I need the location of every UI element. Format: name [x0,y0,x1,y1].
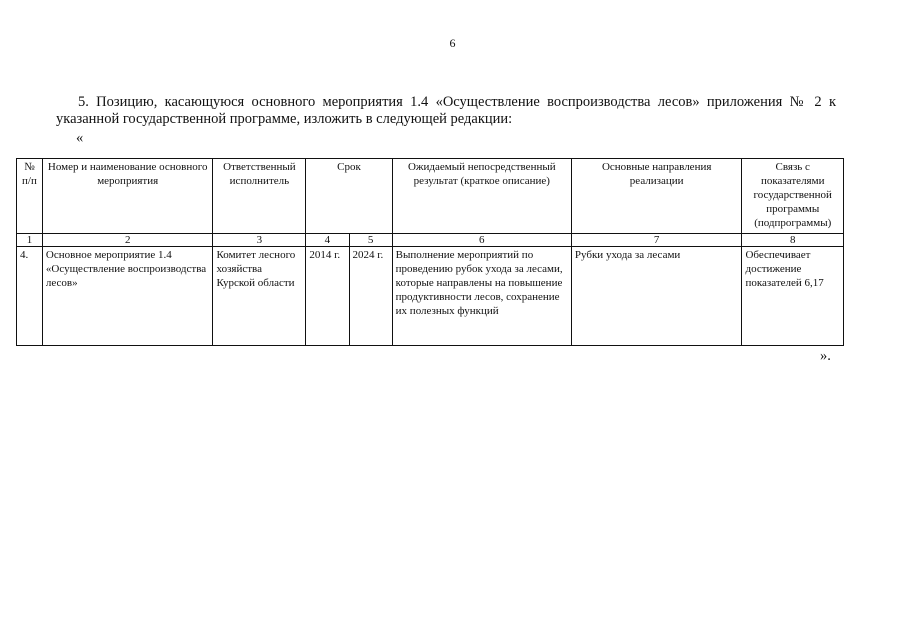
header-num: № п/п [17,159,43,234]
column-number: 6 [392,234,571,247]
header-link: Связь с показателями государственной программы (подпрограммы) [742,159,844,234]
table-header-row [17,159,844,234]
measures-table [16,158,844,346]
page-number: 6 [449,36,456,50]
header-name: Номер и наименование основного мероприятия [42,159,213,234]
row-start: 2014 г. [306,247,349,346]
column-number: 7 [571,234,742,247]
header-result: Ожидаемый непосредственный результат (краткое описание) [392,159,571,234]
header-executor: Ответственный исполнитель [213,159,306,234]
row-name: Основное мероприятие 1.4 «Осуществление воспроизводства лесов» [42,247,213,346]
row-link: Обеспечивает достижение показателей 6,17 [742,247,844,346]
row-end: 2024 г. [349,247,392,346]
amendment-paragraph: 5. Позицию, касающуюся основного мероприятия 1.4 «Осуществление воспроизводства лесов» приложения № 2 к указанной государственной программе, изложить в следующей редакции: [56,94,836,127]
opening-quote: « [76,130,84,146]
column-number: 8 [742,234,844,247]
row-directions: Рубки ухода за лесами [571,247,742,346]
header-directions: Основные направления реализации [571,159,742,234]
column-number: 5 [349,234,392,247]
column-number: 1 [17,234,43,247]
column-number-row [17,234,844,247]
row-executor: Комитет лесного хозяйства Курской области [213,247,306,346]
header-term: Срок [306,159,392,234]
row-num: 4. [17,247,43,346]
column-number: 2 [42,234,213,247]
table-row [17,247,844,346]
row-result: Выполнение мероприятий по проведению рубок ухода за лесами, которые направлены на повышение продуктивности лесов, сохранение их полезных функций [392,247,571,346]
closing-quote: ». [820,348,831,364]
column-number: 3 [213,234,306,247]
column-number: 4 [306,234,349,247]
